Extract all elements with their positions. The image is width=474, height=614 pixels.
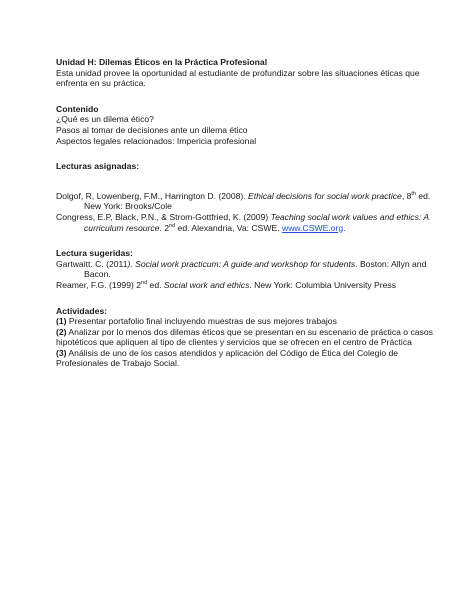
reference-authors: Reamer, F.G. (1999) 2 xyxy=(56,279,142,290)
actividad-number: (3) xyxy=(56,347,67,358)
unit-title: Unidad H: Dilemas Éticos en la Práctica Profesional xyxy=(56,57,268,67)
actividad-text: Presentar portafolio final incluyendo muestras de sus mejores trabajos xyxy=(66,316,337,327)
reference-edition-suffix: th xyxy=(411,190,416,197)
reference-tail: . xyxy=(343,222,346,233)
reference-entry xyxy=(56,280,434,291)
reference-edition-suffix: nd xyxy=(141,280,148,287)
contenido-item: ¿Qué es un dilema ético? xyxy=(56,114,154,125)
reference-authors: Dolgof, R, Lowenberg, F.M., Harrington D. (2008). xyxy=(56,190,249,201)
actividad-item xyxy=(56,316,434,327)
reference-publisher: . Boston: Allyn and Bacon. xyxy=(84,258,427,280)
reference-entry xyxy=(56,191,434,212)
actividad-item xyxy=(56,327,434,348)
actividad-text: Análisis de uno de los casos atendidos y aplicación del Código de Ética del Colegio de Profesionales de Trabajo Social. xyxy=(56,347,399,369)
reference-authors: Gartwaitt. C. (2011 xyxy=(56,258,128,269)
contenido-item: Pasos al tomar de decisiones ante un dilema ético xyxy=(56,124,248,135)
actividad-text: Analizar por lo menos dos dilemas éticos que se presentan en su escenario de práctica o casos hipotéticos que apliquen al tipo de clientes y servicios que se ofrecen en el centro de Práctica xyxy=(56,326,433,348)
reference-title: Social work and ethics xyxy=(163,279,250,290)
reference-edition-suffix: nd xyxy=(169,222,176,229)
reference-entry xyxy=(56,212,434,233)
contenido-item: Aspectos legales relacionados: Impericia profesional xyxy=(56,135,257,146)
actividades-heading: Actividades: xyxy=(56,305,108,316)
reference-title: Teaching social work values and ethics: A curriculum resource xyxy=(84,211,429,233)
reference-publisher: ed. Alexandria, Va: CSWE. xyxy=(175,222,282,233)
reference-edition: , 8 xyxy=(401,190,412,201)
reference-title: Ethical decisions for social work practice xyxy=(248,190,402,201)
reference-edition: ed. xyxy=(147,279,164,290)
actividad-number: (2) xyxy=(56,326,67,337)
reference-entry xyxy=(56,259,434,280)
cswe-link[interactable]: www.CSWE.org xyxy=(282,222,344,233)
actividad-number: (1) xyxy=(56,316,67,327)
contenido-heading: Contenido xyxy=(56,103,99,114)
reference-publisher: ed. New York: Brooks/Cole xyxy=(84,190,431,212)
reference-edition: . 2 xyxy=(159,222,170,233)
lecturas-asignadas-heading: Lecturas asignadas: xyxy=(56,161,140,172)
reference-publisher: . New York: Columbia University Press xyxy=(249,279,397,290)
reference-title: ). Social work practicum: A guide and workshop for students xyxy=(127,258,356,269)
unit-description: Esta unidad provee la oportunidad al estudiante de profundizar sobre las situaciones éticas que enfrenta en su práctica. xyxy=(56,67,420,89)
actividad-item xyxy=(56,348,434,369)
reference-authors: Congress, E.P, Black, P.N., & Strom-Gottfried, K. (2009) xyxy=(56,211,271,222)
lectura-sugeridas-heading: Lectura sugeridas: xyxy=(56,248,133,259)
